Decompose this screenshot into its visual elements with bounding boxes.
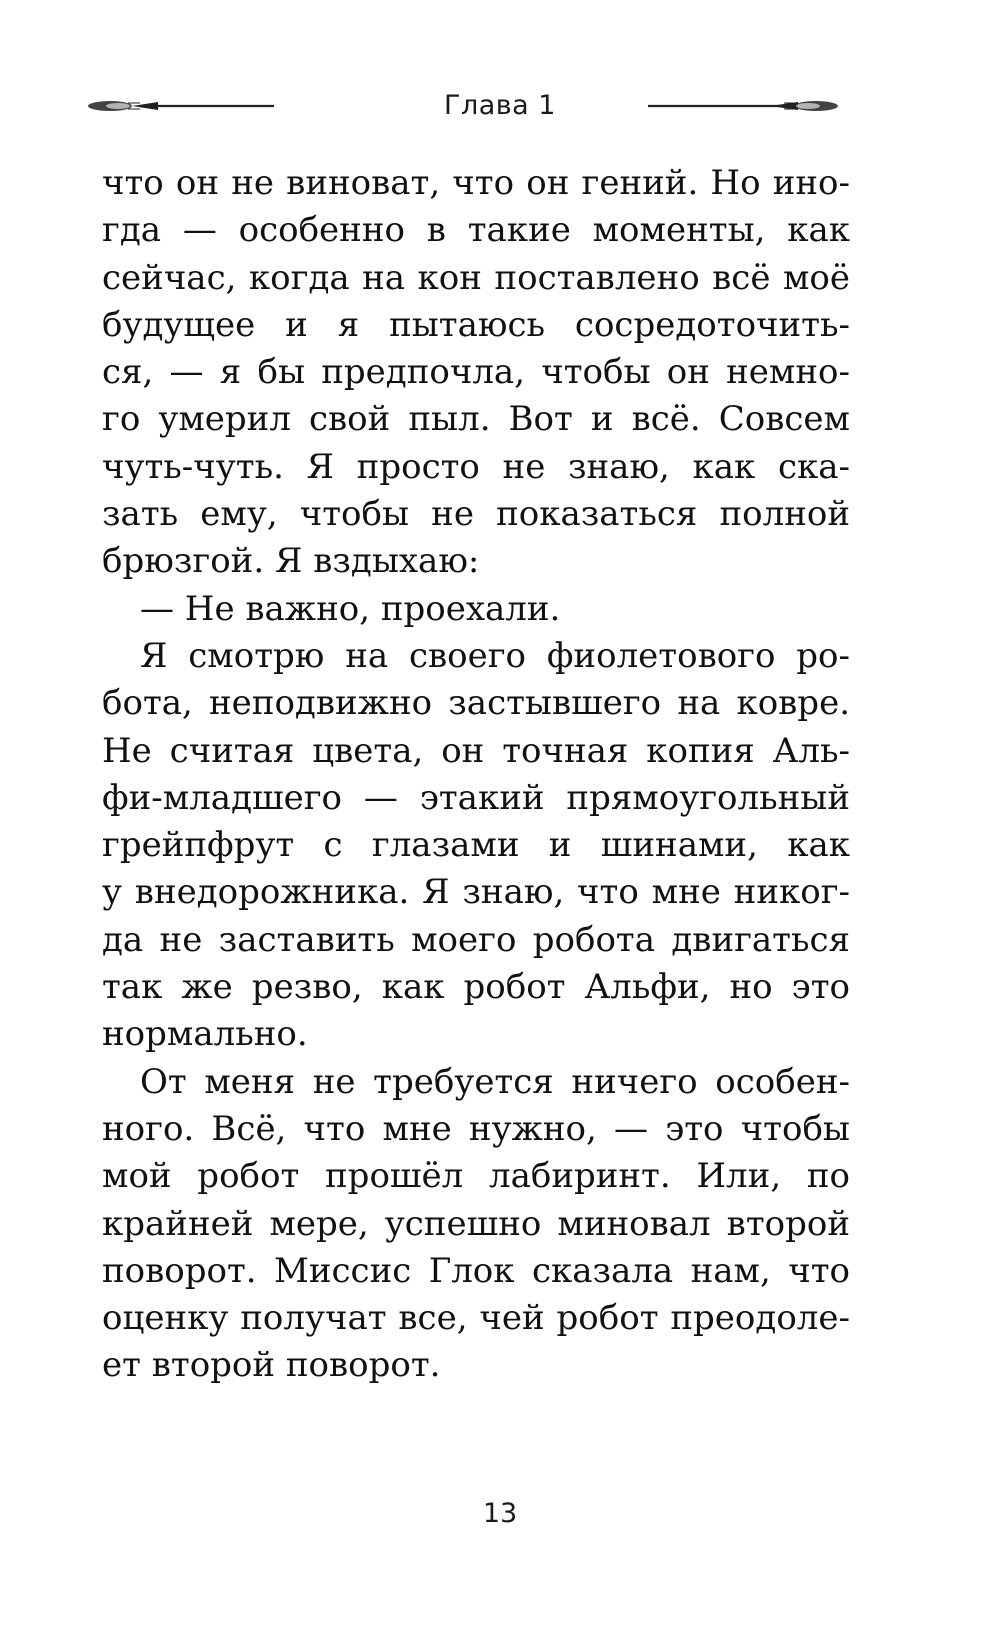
text-line: бота, неподвижно застывшего на ковре. [102,683,850,724]
text-line: крайней мере, успешно миновал второй [102,1203,850,1244]
text-line: оценку получат все, чей робот преодоле- [102,1298,850,1339]
text-line: брюзгой. Я вздыхаю: [102,541,480,582]
text-line: фи-младшего — этакий прямоугольный [102,777,850,818]
flourish-right-icon [648,86,888,126]
text-line: мой робот прошёл лабиринт. Или, по [102,1156,850,1197]
text-line: чуть-чуть. Я просто не знаю, как ска- [102,446,850,487]
text-line: — Не важно, проехали. [140,588,561,629]
text-line: нормально. [102,1014,308,1055]
text-line: грейпфрут с глазами и шинами, как [102,825,850,866]
text-line: гда — особенно в такие моменты, как [102,210,850,251]
page-number: 13 [482,1498,518,1529]
chapter-title: Глава 1 [444,90,556,121]
running-header [0,86,1000,126]
text-line: Я смотрю на своего фиолетового ро- [140,635,850,676]
text-line: у внедорожника. Я знаю, что мне никог- [102,872,850,913]
text-line: Не считая цвета, он точная копия Аль- [102,730,850,771]
text-line: От меня не требуется ничего особен- [140,1061,850,1102]
text-line: будущее и я пытаюсь сосредоточить- [102,304,850,345]
text-line: ет второй поворот. [102,1345,441,1386]
text-line: зать ему, чтобы не показаться полной [102,494,850,535]
text-line: что он не виноват, что он гений. Но ино- [102,163,850,203]
text-line: ся, — я бы предпочла, чтобы он немно- [102,352,850,393]
text-line: сейчас, когда на кон поставлено всё моё [102,257,850,298]
text-line: да не заставить моего робота двигаться [102,919,850,960]
text-line: го умерил свой пыл. Вот и всё. Совсем [102,399,850,440]
page-body-text [102,160,850,1390]
text-line: так же резво, как робот Альфи, но это [102,967,850,1008]
text-line: поворот. Миссис Глок сказала нам, что [102,1250,850,1291]
text-line: ного. Всё, что мне нужно, — это чтобы [102,1108,850,1149]
